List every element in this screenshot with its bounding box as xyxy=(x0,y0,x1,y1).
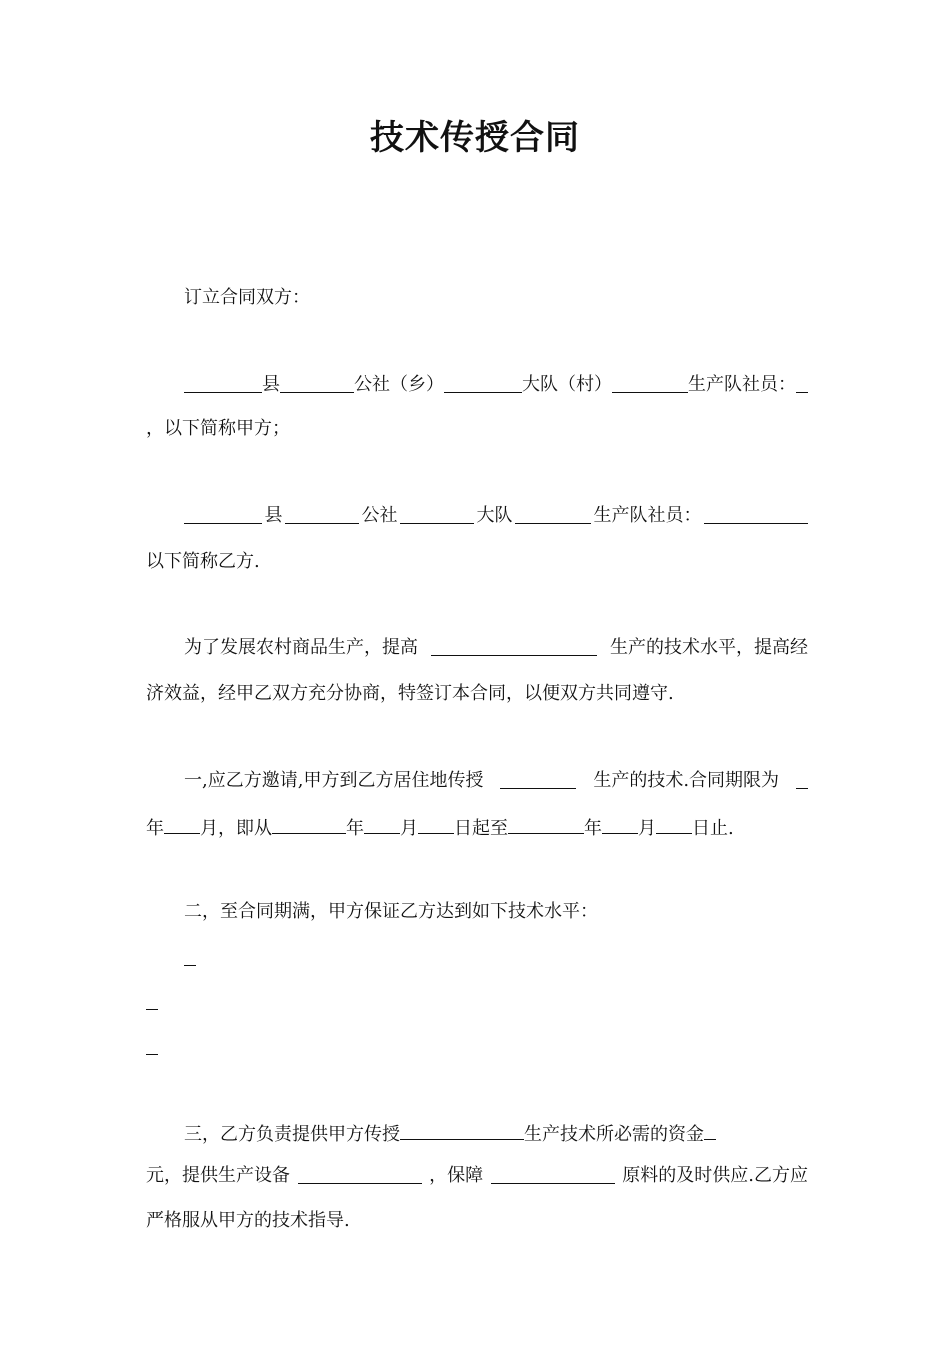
clause1-text: 月，即从 xyxy=(200,818,272,839)
purpose-text: 生产的技术水平，提高经 xyxy=(610,637,808,658)
clause1-text: 生产的技术.合同期限为 xyxy=(593,770,780,791)
purpose-text: 为了发展农村商品生产，提高 xyxy=(184,637,418,658)
clause2-blank-2 xyxy=(146,988,808,1019)
blank-field xyxy=(704,502,808,524)
blank-field xyxy=(656,812,692,834)
blank-field xyxy=(272,812,346,834)
party-a-text: 公社（乡） xyxy=(354,374,444,395)
party-a-line xyxy=(184,371,808,399)
clause3-line3: 严格服从甲方的技术指导. xyxy=(146,1210,350,1231)
party-b-text: 大队 xyxy=(476,505,513,526)
clause3-text: 原料的及时供应.乙方应 xyxy=(622,1165,808,1186)
clause3-text: 三，乙方负责提供甲方传授 xyxy=(184,1124,400,1145)
clause1-text: 月 xyxy=(400,818,418,839)
clause1-text: 日止. xyxy=(692,818,734,839)
party-b-line2: 以下简称乙方. xyxy=(146,551,260,572)
party-b-text: 公社 xyxy=(361,505,398,526)
clause1-line xyxy=(184,767,808,795)
blank-field xyxy=(704,1118,716,1140)
clause3-line2 xyxy=(146,1162,808,1190)
parties-intro: 订立合同双方： xyxy=(184,287,310,308)
blank-field xyxy=(491,1162,615,1184)
blank-field xyxy=(146,1033,158,1055)
clause3-text: ，保障 xyxy=(429,1165,484,1186)
blank-field xyxy=(164,812,200,834)
blank-field xyxy=(444,371,522,393)
blank-field xyxy=(280,371,354,393)
clause2-line: 二，至合同期满，甲方保证乙方达到如下技术水平： xyxy=(184,901,598,922)
clause1-text: 月 xyxy=(638,818,656,839)
blank-field xyxy=(298,1162,422,1184)
clause1-text: 年 xyxy=(146,818,164,839)
party-a-text: 大队（村） xyxy=(522,374,612,395)
blank-field xyxy=(400,1118,524,1140)
party-b-text: 生产队社员： xyxy=(593,505,702,526)
blank-field xyxy=(500,767,576,789)
party-a-line2: ，以下简称甲方； xyxy=(146,418,290,439)
clause1-text: 日起至 xyxy=(454,818,508,839)
blank-field xyxy=(515,502,591,524)
clause2-blank-3 xyxy=(146,1033,808,1064)
page-title: 技术传授合同 xyxy=(370,118,580,158)
party-a-text: 县 xyxy=(262,374,280,395)
blank-field xyxy=(184,502,262,524)
blank-field xyxy=(418,812,454,834)
blank-field xyxy=(796,767,808,789)
party-b-text: 县 xyxy=(264,505,283,526)
clause3-text: 元，提供生产设备 xyxy=(146,1165,290,1186)
purpose-line2: 济效益，经甲乙双方充分协商，特签订本合同，以便双方共同遵守. xyxy=(146,683,674,704)
clause1-line2 xyxy=(146,812,808,843)
clause2-blank-1 xyxy=(184,944,808,975)
clause1-text: 年 xyxy=(584,818,602,839)
party-a-text: 生产队社员： xyxy=(688,374,796,395)
clause1-text: 一,应乙方邀请,甲方到乙方居住地传授 xyxy=(184,770,484,791)
blank-field xyxy=(431,634,597,656)
blank-field xyxy=(146,988,158,1010)
blank-field xyxy=(602,812,638,834)
blank-field xyxy=(508,812,584,834)
blank-field xyxy=(400,502,474,524)
blank-field xyxy=(184,944,196,966)
blank-field xyxy=(796,371,808,393)
purpose-line xyxy=(184,634,808,662)
blank-field xyxy=(285,502,359,524)
blank-field xyxy=(612,371,688,393)
clause3-text: 生产技术所必需的资金 xyxy=(524,1124,704,1145)
blank-field xyxy=(184,371,262,393)
blank-field xyxy=(364,812,400,834)
clause1-text: 年 xyxy=(346,818,364,839)
clause3-line xyxy=(184,1118,808,1149)
party-b-line xyxy=(184,502,808,530)
